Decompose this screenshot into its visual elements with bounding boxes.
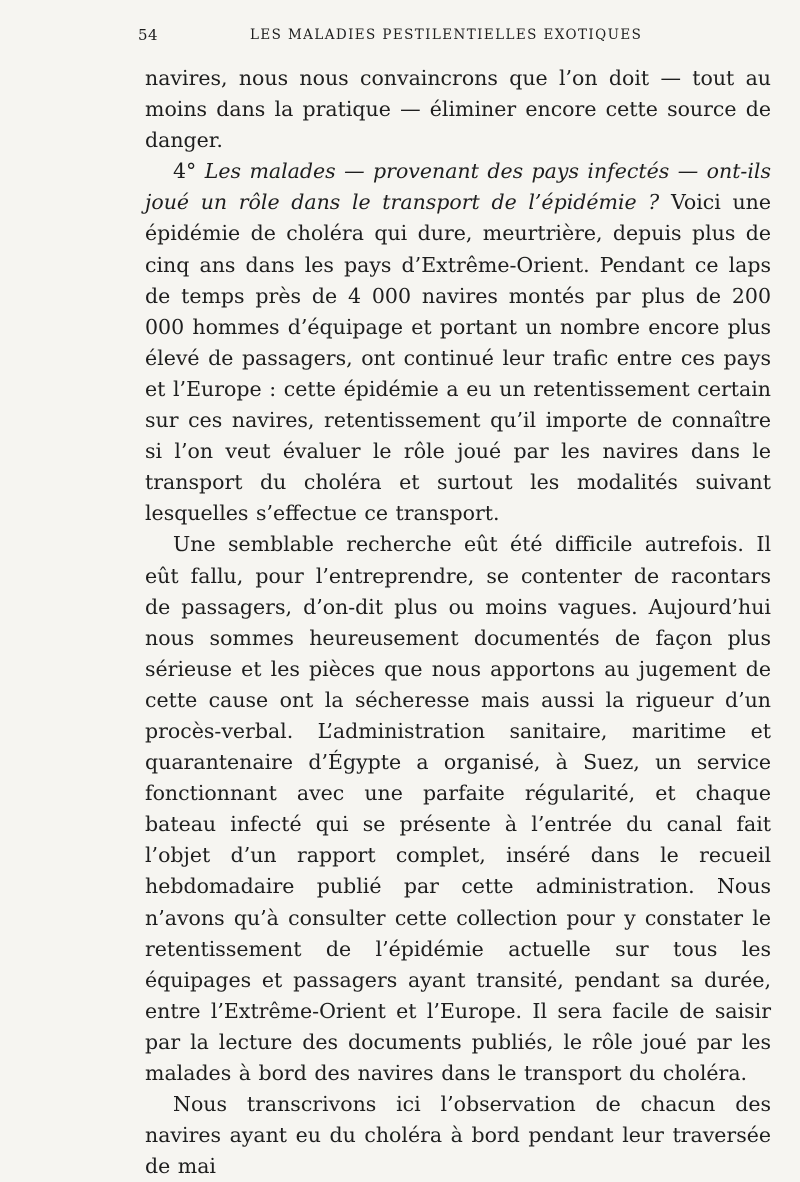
body-text: [145, 63, 771, 1182]
item-number: 4°: [173, 159, 205, 184]
paragraph-documentation: [145, 529, 771, 1089]
paragraph-text: Voici une épidémie de choléra qui dure, meurtrière, depuis plus de cinq ans dans les pays d’Extrême-Orient. Pendant ce laps de temps près de 4 000 navires montés par plus de 200 000 hommes d’équipage et portant un nombre encore plus élevé de passagers, ont continué leur trafic entre ces pays et l’Europe : cette épidémie a eu un retentissement certain sur ces navires, retentissement qu’il importe de connaître si l’on veut évaluer le rôle joué par les navires dans le transport du choléra et surtout les modalités suivant lesquelles s’effectue ce transport.: [145, 190, 771, 526]
page-number: 54: [138, 26, 159, 44]
paragraph-text: Nous transcrivons ici l’observation de chacun des navires ayant eu du choléra à bord pendant leur traversée de mai: [145, 1092, 771, 1179]
paragraph-text: navires, nous nous convaincrons que l’on doit — tout au moins dans la pratique — éliminer encore cette source de danger.: [145, 66, 771, 153]
paragraph-continuation: [145, 63, 771, 156]
paragraph-text: Une semblable recherche eût été difficile autrefois. Il eût fallu, pour l’entreprendre, se contenter de racontars de passagers, d’on-dit plus ou moins vagues. Aujourd’hui nous sommes heureusement documentés de façon plus sérieuse et les pièces que nous apportons au jugement de cette cause ont la sécheresse mais aussi la rigueur d’un procès-verbal. L’administration sanitaire, maritime et quarantenaire d’Égypte a organisé, à Suez, un service fonctionnant avec une parfaite régularité, et chaque bateau infecté qui se présente à l’entrée du canal fait l’objet d’un rapport complet, inséré dans le recueil hebdomadaire publié par cette administration. Nous n’avons qu’à consulter cette collection pour y constater le retentissement de l’épidémie actuelle sur tous les équipages et passagers ayant transité, pendant sa durée, entre l’Extrême-Orient et l’Europe. Il sera facile de saisir par la lecture des documents publiés, le rôle joué par les malades à bord des navires dans le transport du choléra.: [145, 532, 771, 1085]
running-title: LES MALADIES PESTILENTIELLES EXOTIQUES: [250, 27, 643, 43]
running-head: [138, 26, 758, 48]
paragraph-transcription: [145, 1089, 771, 1182]
italic-question: Les malades — provenant des pays infectés — ont-ils joué un rôle dans le transport de l’épidémie ?: [145, 159, 771, 215]
paragraph-question-4: [145, 156, 771, 529]
